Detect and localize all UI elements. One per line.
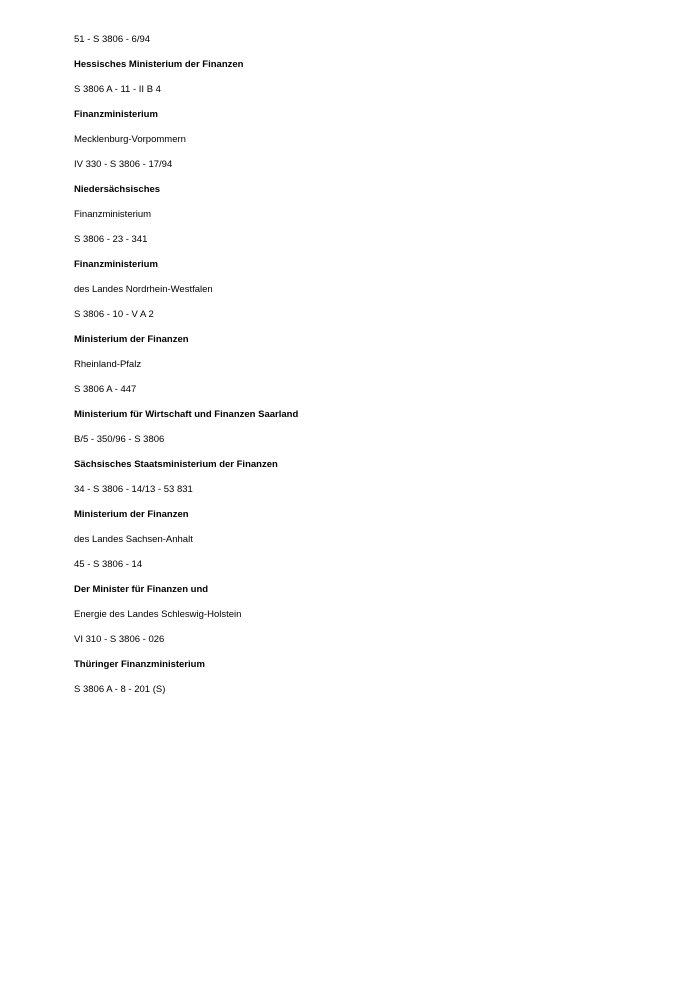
- ministry-heading: Ministerium für Wirtschaft und Finanzen Saarland: [74, 409, 299, 420]
- ministry-heading: Finanzministerium: [74, 259, 158, 270]
- ministry-heading: Finanzministerium: [74, 109, 158, 120]
- ministry-heading: Ministerium der Finanzen: [74, 509, 189, 520]
- reference-line: 51 - S 3806 - 6/94: [74, 34, 151, 45]
- ministry-heading: Niedersächsisches: [74, 184, 161, 195]
- reference-line: S 3806 A - 8 - 201 (S): [74, 684, 166, 695]
- ministry-heading: Hessisches Ministerium der Finanzen: [74, 59, 244, 70]
- reference-line: VI 310 - S 3806 - 026: [74, 634, 165, 645]
- reference-line: S 3806 - 10 - V A 2: [74, 309, 154, 320]
- reference-line: 45 - S 3806 - 14: [74, 559, 143, 570]
- ministry-heading: Der Minister für Finanzen und: [74, 584, 209, 595]
- reference-line: B/5 - 350/96 - S 3806: [74, 434, 165, 445]
- reference-line: S 3806 A - 11 - II B 4: [74, 84, 161, 95]
- reference-line: IV 330 - S 3806 - 17/94: [74, 159, 173, 170]
- reference-line: S 3806 A - 447: [74, 384, 137, 395]
- ministry-heading: Sächsisches Staatsministerium der Finanzen: [74, 459, 278, 470]
- ministry-subline: Energie des Landes Schleswig-Holstein: [74, 609, 242, 620]
- ministry-subline: des Landes Sachsen-Anhalt: [74, 534, 193, 545]
- reference-line: S 3806 - 23 - 341: [74, 234, 148, 245]
- ministry-subline: des Landes Nordrhein-Westfalen: [74, 284, 213, 295]
- ministry-heading: Thüringer Finanzministerium: [74, 659, 205, 670]
- document-page: [74, 33, 674, 708]
- ministry-subline: Finanzministerium: [74, 209, 152, 220]
- ministry-subline: Mecklenburg-Vorpommern: [74, 134, 186, 145]
- reference-line: 34 - S 3806 - 14/13 - 53 831: [74, 484, 193, 495]
- ministry-heading: Ministerium der Finanzen: [74, 334, 189, 345]
- ministry-subline: Rheinland-Pfalz: [74, 359, 142, 370]
